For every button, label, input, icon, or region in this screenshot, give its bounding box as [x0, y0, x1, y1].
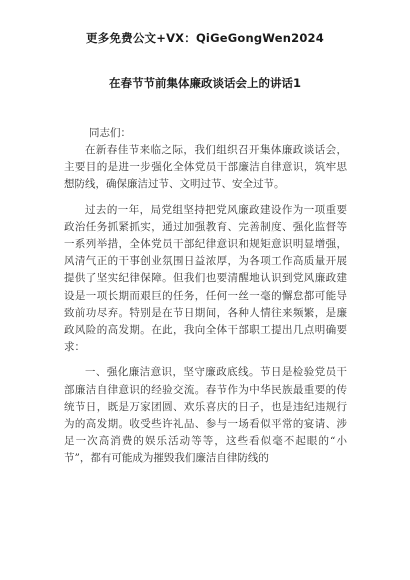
promo-banner: 更多免费公文+VX：QiGeGongWen2024: [86, 31, 324, 45]
paragraph: 在新春佳节来临之际，我们组织召开集体廉政谈话会，主要目的是进一步强化全体党员干部廉洁自律意识，筑牢思想防线，确保廉洁过节、文明过节、安全过节。: [64, 144, 347, 191]
document-title: 在春节节前集体廉政谈话会上的讲话1: [109, 76, 301, 90]
paragraph: 一、强化廉洁意识，坚守廉政底线。节日是检验党员干部廉洁自律意识的经验交流。春节作为中华民族最重要的传统节日，既是万家团圆、欢乐喜庆的日子，也是违纪违规行为的高发期。收受些许礼品、参与一场看似平常的宴请、涉足一次高消费的娱乐活动等等，这些看似毫不起眼的“小节”，都有可能成为摧毁我们廉洁自律防线的: [64, 366, 347, 465]
document-body: [64, 142, 347, 476]
salutation: 同志们：: [89, 127, 131, 139]
paragraph: 过去的一年，局党组坚持把党风廉政建设作为一项重要政治任务抓紧抓实，通过加强教育、完善制度、强化监督等一系列举措，全体党员干部纪律意识和规矩意识明显增强，风清气正的干事创业氛围日益浓厚，为各项工作高质量开展提供了坚实纪律保障。但我们也要清醒地认识到党风廉政建设是一项长期而艰巨的任务，任何一丝一毫的懈怠都可能导致前功尽弃。特别是在节日期间，各种人情往来频繁，是廉政风险的高发期。在此，我向全体干部职工提出几点明确要求：: [64, 203, 347, 354]
